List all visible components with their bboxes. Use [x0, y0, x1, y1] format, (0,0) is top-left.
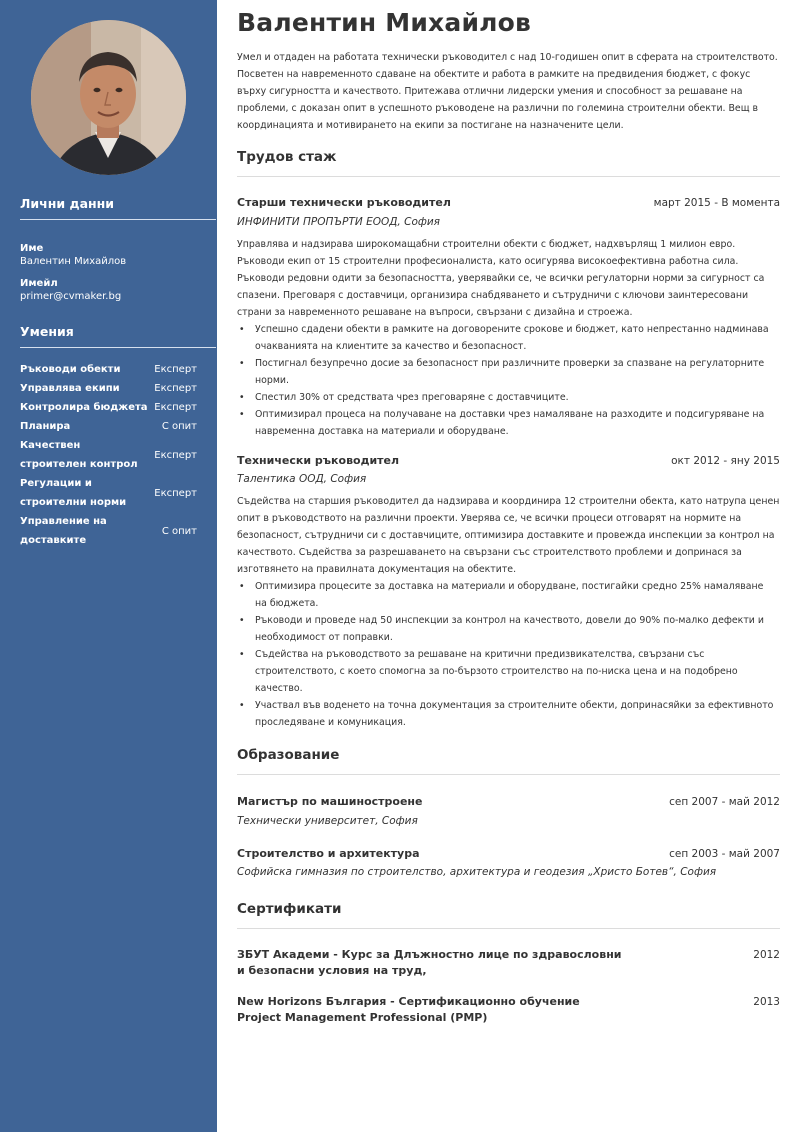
certificate-title: New Horizons България - Сертификационно обучение Project Management Professional (PMP) [237, 995, 580, 1024]
bullet-item: • Съдейства на ръководството за решаване на критични предизвикателства, свързани със строителството, с което спомогна за по-бързото строителство на по-ниска цена и на подобрено качество. [237, 646, 780, 697]
email-value: primer@cvmaker.bg [20, 291, 122, 302]
education-title: Магистър по машиностроене [237, 795, 423, 808]
skill-level: Експерт [154, 364, 197, 375]
profile-photo [31, 20, 186, 175]
bullet-item: • Постигнал безупречно досие за безопасност при различните проверки за спазване на регулаторните норми. [237, 355, 780, 389]
skill-level: Експерт [154, 383, 197, 394]
job-date: март 2015 - В момента [653, 197, 780, 209]
bullet-item: • Оптимизирал процеса на получаване на доставки чрез намаляване на разходите и подсигуряване на навременна доставка на материали и оборудване. [237, 406, 780, 440]
certificate-year: 2013 [753, 996, 780, 1008]
job-description-text: Управлява и надзирава широкомащабни строителни обекти с бюджет, надхвърлящ 1 милион евро. Ръководи екип от 15 строителни професионалиста, като осигурява високоефективна работна сила. Ръководи редовни одити за безопасността, уверявайки се, че всички регулаторни норми за сигурност са спазени. Преговаря с доставчици, организира снабдяването и сътрудничи с ключови заинтересовани страни за навременното решаване на въпроси, свързани с дизайна и строежа. [237, 239, 765, 318]
job-description [237, 236, 780, 440]
certificates-heading: Сертификати [237, 901, 780, 929]
skill-item [20, 436, 197, 474]
profile-photo-image [31, 20, 186, 175]
education-title: Строителство и архитектура [237, 847, 420, 860]
sidebar [0, 0, 217, 1132]
education-date: сеп 2003 - май 2007 [669, 848, 780, 860]
name-value: Валентин Михайлов [20, 256, 127, 267]
skill-item [20, 398, 197, 417]
job-bullets [237, 321, 780, 440]
skill-name: Управлява екипи [20, 383, 120, 394]
skill-item [20, 379, 197, 398]
skill-name: Ръководи обекти [20, 364, 121, 375]
job-date: окт 2012 - яну 2015 [671, 455, 780, 467]
name-label: Име [20, 243, 44, 254]
skills-list [20, 360, 197, 550]
skill-item [20, 512, 197, 550]
job-company: ИНФИНИТИ ПРОПЪРТИ ЕООД, София [237, 216, 440, 228]
bullet-item: • Ръководи и проведе над 50 инспекции за контрол на качеството, довели до 90% по-малко дефекти и необходимост от поправки. [237, 612, 780, 646]
skill-level: С опит [161, 421, 197, 432]
summary: Умел и отдаден на работата технически ръководител с над 10-годишен опит в сферата на строителството. Посветен на навременното сдаване на обектите и работа в рамките на предвидения бюджет, с фокус върху сигурността и качеството. Притежава отлични лидерски умения и способност за решаване на проблеми, с доказан опит в успешното ръководене на различни по големина строителни обекти. Вещ в координацията и мотивирането на екипи за постигане на назначените цели. [237, 52, 778, 131]
job-description [237, 493, 780, 731]
skill-level: Експерт [154, 487, 197, 499]
education-school: Технически университет, София [237, 815, 418, 827]
skills-heading: Умения [20, 324, 216, 348]
job-title: Технически ръководител [237, 454, 400, 467]
experience-heading: Трудов стаж [237, 149, 780, 177]
skill-level: Експерт [154, 449, 197, 461]
email-label: Имейл [20, 278, 58, 289]
skill-name: Качествен строителен контрол [20, 440, 138, 470]
skill-item [20, 360, 197, 379]
job-description-text: Съдейства на старшия ръководител да надзирава и координира 12 строителни обекта, като натрупа ценен опит в ръководството на различни проекти. Уверява се, че всички процеси отговарят на нормите на безопасност, сътрудничи си с доставчиците, оптимизира доставките и провежда инспекции за контрол на качеството. Съдейства за разрешаването на свързани със строителството проблеми и допринася за изготвянето на правилната документация на обектите. [237, 496, 780, 575]
certificate-year: 2012 [753, 949, 780, 961]
job-title: Старши технически ръководител [237, 196, 451, 209]
skill-name: Управление на доставките [20, 516, 107, 546]
bullet-item: • Успешно сдадени обекти в рамките на договорените срокове и бюджет, като непрестанно надминава очакванията на клиентите за качество и безопасност. [237, 321, 780, 355]
skill-item [20, 417, 197, 436]
bullet-item: • Спестил 30% от средствата чрез преговаряне с доставчиците. [237, 389, 780, 406]
skill-name: Планира [20, 421, 71, 432]
education-heading: Образование [237, 747, 780, 775]
skill-name: Регулации и строителни норми [20, 478, 127, 508]
skill-level: С опит [161, 525, 197, 537]
candidate-name: Валентин Михайлов [237, 8, 532, 37]
job-bullets [237, 578, 780, 731]
education-school: Софийска гимназия по строителство, архитектура и геодезия „Христо Ботев“, София [237, 866, 717, 878]
certificate-title: ЗБУТ Академи - Курс за Длъжностно лице по здравословни и безопасни условия на труд, [237, 948, 622, 977]
skill-level: Експерт [154, 402, 197, 413]
bullet-item: • Участвал във воденето на точна документация за строителните обекти, допринасяйки за ефективното проследяване и комуникация. [237, 697, 780, 731]
job-company: Талентика ООД, София [237, 473, 367, 485]
skill-name: Контролира бюджета [20, 402, 148, 413]
skill-item [20, 474, 197, 512]
bullet-item: • Оптимизира процесите за доставка на материали и оборудване, постигайки средно 25% намаляване на бюджета. [237, 578, 780, 612]
personal-data-heading: Лични данни [20, 196, 216, 220]
education-date: сеп 2007 - май 2012 [669, 796, 780, 808]
